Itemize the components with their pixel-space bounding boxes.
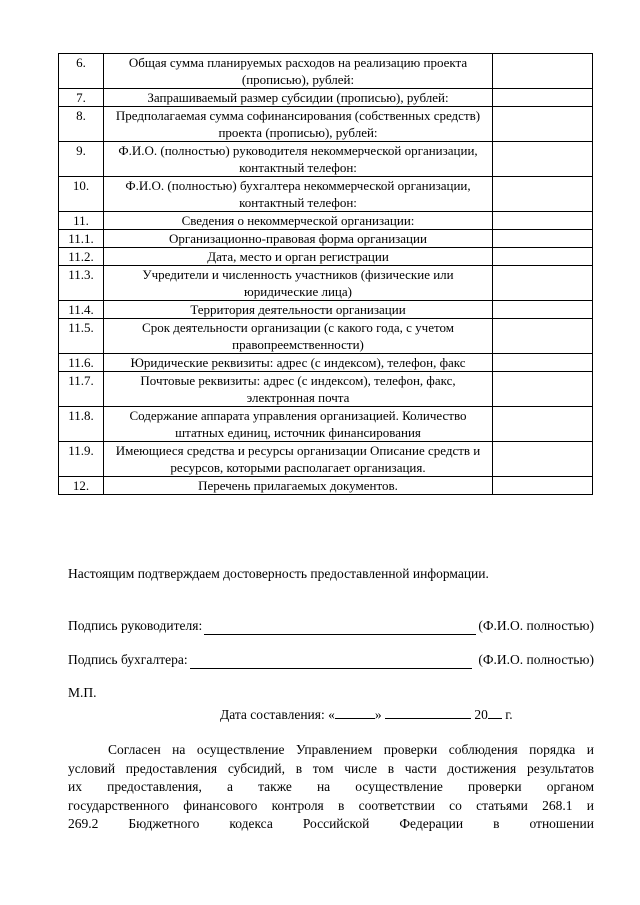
table-row <box>59 301 593 319</box>
compilation-date-line <box>220 706 513 724</box>
confirmation-statement: Настоящим подтверждаем достоверность предоставленной информации. <box>68 566 489 581</box>
table-row <box>59 319 593 354</box>
row-number: 11.5. <box>59 319 104 354</box>
consent-line: Согласен на осуществление Управлением проверки соблюдения порядка и <box>108 742 594 757</box>
row-number: 9. <box>59 142 104 177</box>
row-description: Имеющиеся средства и ресурсы организации Описание средств и ресурсов, которыми располагает организация. <box>104 442 493 477</box>
date-label: Дата составления: « <box>220 707 335 722</box>
row-number: 11.4. <box>59 301 104 319</box>
table-row <box>59 248 593 266</box>
row-value-cell[interactable] <box>493 230 593 248</box>
row-number: 12. <box>59 477 104 495</box>
row-description: Предполагаемая сумма софинансирования (собственных средств) проекта (прописью), рублей: <box>104 107 493 142</box>
row-description: Сведения о некоммерческой организации: <box>104 212 493 230</box>
table-row <box>59 107 593 142</box>
table-row <box>59 142 593 177</box>
row-description: Дата, место и орган регистрации <box>104 248 493 266</box>
row-value-cell[interactable] <box>493 177 593 212</box>
consent-line: условий предоставления субсидий, в том числе в части достижения результатов <box>68 760 594 776</box>
row-number: 11.8. <box>59 407 104 442</box>
table-row <box>59 442 593 477</box>
table-row <box>59 89 593 107</box>
date-month-field[interactable] <box>385 706 471 719</box>
row-number: 11.6. <box>59 354 104 372</box>
table-row <box>59 177 593 212</box>
row-number: 8. <box>59 107 104 142</box>
row-number: 11.9. <box>59 442 104 477</box>
date-day-field[interactable] <box>335 706 375 719</box>
accountant-signature-label: Подпись бухгалтера: <box>68 652 188 667</box>
row-value-cell[interactable] <box>493 212 593 230</box>
table-row <box>59 230 593 248</box>
row-number: 11.1. <box>59 230 104 248</box>
table-row <box>59 354 593 372</box>
table-row <box>59 372 593 407</box>
row-number: 11.3. <box>59 266 104 301</box>
row-value-cell[interactable] <box>493 477 593 495</box>
row-description: Ф.И.О. (полностью) бухгалтера некоммерческой организации, контактный телефон: <box>104 177 493 212</box>
row-value-cell[interactable] <box>493 319 593 354</box>
accountant-signature-field[interactable] <box>190 655 473 669</box>
row-number: 11.7. <box>59 372 104 407</box>
row-value-cell[interactable] <box>493 442 593 477</box>
row-description: Общая сумма планируемых расходов на реализацию проекта (прописью), рублей: <box>104 54 493 89</box>
row-description: Юридические реквизиты: адрес (с индексом), телефон, факс <box>104 354 493 372</box>
row-value-cell[interactable] <box>493 407 593 442</box>
table-row <box>59 54 593 89</box>
row-value-cell[interactable] <box>493 54 593 89</box>
consent-line: государственного финансового контроля в соответствии со статьями 268.1 и <box>68 797 594 813</box>
consent-line: их предоставления, а также на осуществление проверки органом <box>68 779 594 794</box>
row-description: Территория деятельности организации <box>104 301 493 319</box>
date-year-prefix: 20 <box>474 707 488 722</box>
row-number: 10. <box>59 177 104 212</box>
accountant-signature-suffix: (Ф.И.О. полностью) <box>478 652 594 667</box>
consent-line: 269.2 Бюджетного кодекса Российской Федерации в отношении <box>68 816 594 831</box>
row-value-cell[interactable] <box>493 301 593 319</box>
consent-paragraph <box>68 741 594 834</box>
row-description: Ф.И.О. (полностью) руководителя некоммерческой организации, контактный телефон: <box>104 142 493 177</box>
stamp-placeholder: М.П. <box>68 685 97 700</box>
table-row <box>59 266 593 301</box>
date-year-suffix: г. <box>501 707 513 722</box>
table-row <box>59 477 593 495</box>
row-value-cell[interactable] <box>493 89 593 107</box>
row-number: 11.2. <box>59 248 104 266</box>
row-description: Учредители и численность участников (физические или юридические лица) <box>104 266 493 301</box>
row-value-cell[interactable] <box>493 266 593 301</box>
row-description: Перечень прилагаемых документов. <box>104 477 493 495</box>
table-row <box>59 407 593 442</box>
accountant-signature-line <box>68 651 594 669</box>
table-row <box>59 212 593 230</box>
row-value-cell[interactable] <box>493 372 593 407</box>
head-signature-label: Подпись руководителя: <box>68 618 203 633</box>
row-description: Запрашиваемый размер субсидии (прописью), рублей: <box>104 89 493 107</box>
row-number: 11. <box>59 212 104 230</box>
head-signature-field[interactable] <box>204 621 476 635</box>
application-form-table <box>58 53 593 495</box>
row-description: Организационно-правовая форма организации <box>104 230 493 248</box>
date-year-field[interactable] <box>488 706 502 719</box>
row-number: 7. <box>59 89 104 107</box>
row-number: 6. <box>59 54 104 89</box>
row-description: Срок деятельности организации (с какого года, с учетом правопреемственности) <box>104 319 493 354</box>
row-value-cell[interactable] <box>493 354 593 372</box>
row-description: Содержание аппарата управления организацией. Количество штатных единиц, источник финансирования <box>104 407 493 442</box>
row-value-cell[interactable] <box>493 107 593 142</box>
row-value-cell[interactable] <box>493 248 593 266</box>
date-quote-close: » <box>374 707 382 722</box>
row-description: Почтовые реквизиты: адрес (с индексом), телефон, факс, электронная почта <box>104 372 493 407</box>
head-signature-line <box>68 617 594 635</box>
row-value-cell[interactable] <box>493 142 593 177</box>
head-signature-suffix: (Ф.И.О. полностью) <box>478 618 594 633</box>
